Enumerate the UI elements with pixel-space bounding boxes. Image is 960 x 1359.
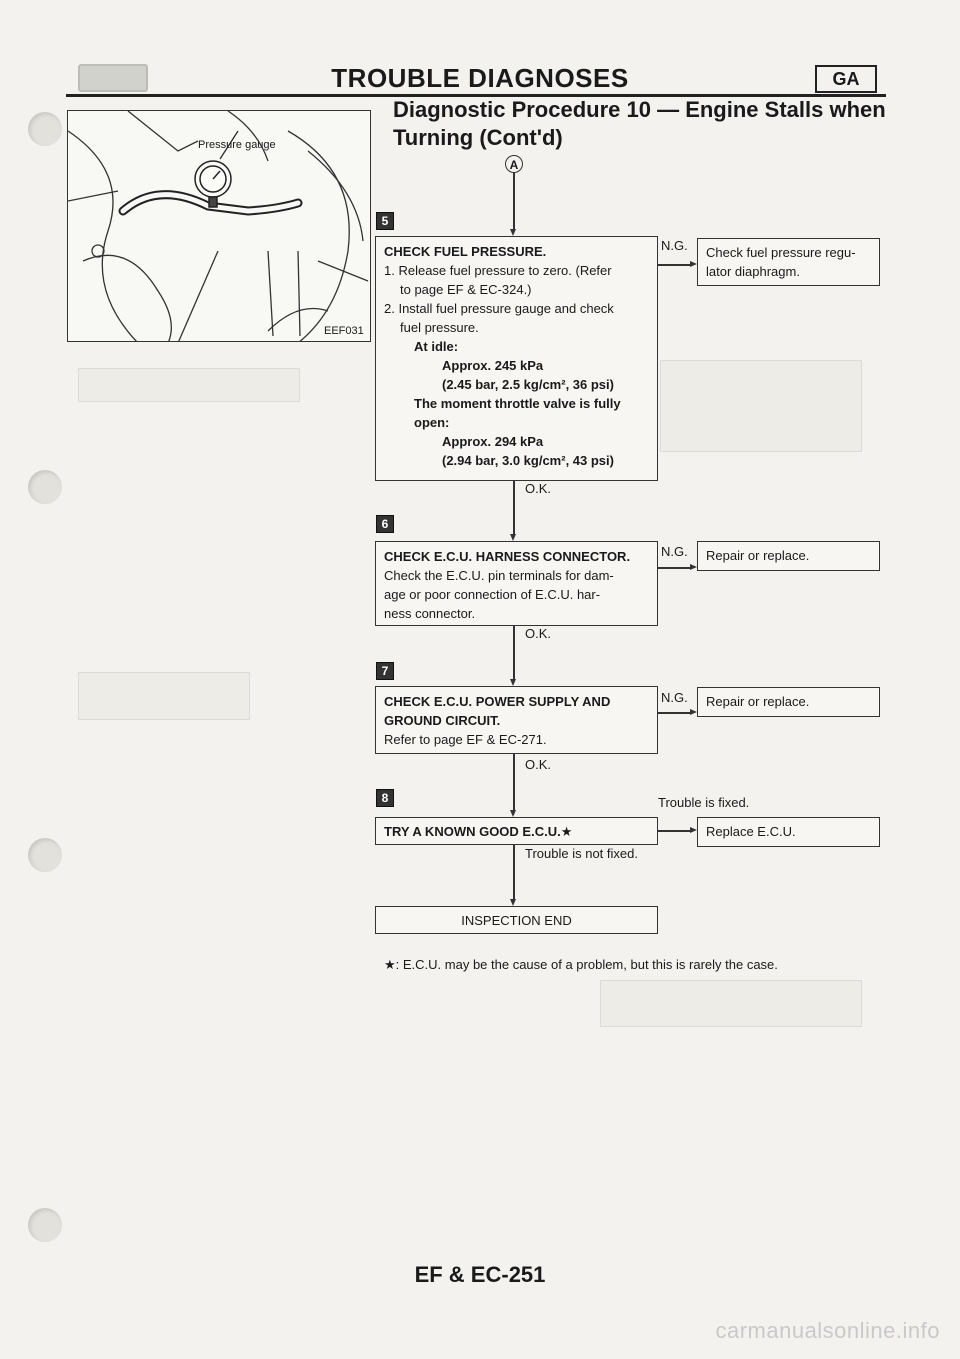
step-8-box xyxy=(375,817,658,845)
binder-hole xyxy=(28,1208,62,1242)
ng-action-line: Check fuel pressure regu- xyxy=(706,245,856,260)
footnote: ★: E.C.U. may be the cause of a problem, but this is rarely the case. xyxy=(384,957,778,972)
flow-line xyxy=(658,264,692,266)
flow-line xyxy=(658,830,692,832)
ng-action-line: lator diaphragm. xyxy=(706,264,800,279)
step-5-number: 5 xyxy=(376,212,394,230)
step-5-line: to page EF & EC-324.) xyxy=(400,282,532,297)
bleed-through xyxy=(600,980,862,1027)
step-6-line: Check the E.C.U. pin terminals for dam- xyxy=(384,568,614,583)
step-7-heading: GROUND CIRCUIT. xyxy=(384,713,501,728)
flow-line xyxy=(513,481,515,536)
inspection-end-box: INSPECTION END xyxy=(375,906,658,934)
flow-arrow xyxy=(690,564,697,570)
flow-arrow xyxy=(510,534,516,541)
step-5-line: 1. Release fuel pressure to zero. (Refer xyxy=(384,263,612,278)
throttle-label: The moment throttle valve is fully xyxy=(414,396,621,411)
step-6-line: age or poor connection of E.C.U. har- xyxy=(384,587,601,602)
watermark: carmanualsonline.info xyxy=(715,1318,940,1343)
bleed-through xyxy=(78,672,250,720)
bleed-through xyxy=(660,360,862,452)
binder-hole xyxy=(28,838,62,872)
idle-label: At idle: xyxy=(414,339,459,354)
procedure-title xyxy=(393,96,886,152)
flow-arrow xyxy=(510,679,516,686)
step-5-line: 2. Install fuel pressure gauge and check xyxy=(384,301,614,316)
step-5-line: fuel pressure. xyxy=(400,320,479,335)
step-8-fixed-label: Trouble is fixed. xyxy=(658,795,750,810)
step-6-heading: CHECK E.C.U. HARNESS CONNECTOR. xyxy=(384,549,631,564)
flow-arrow xyxy=(690,261,697,267)
step-6-box xyxy=(375,541,658,626)
connector-a: A xyxy=(505,155,523,173)
flow-arrow xyxy=(690,827,697,833)
step-5-heading: CHECK FUEL PRESSURE. xyxy=(384,244,547,259)
step-5-ng-label: N.G. xyxy=(661,238,688,253)
page-number: EF & EC-251 xyxy=(414,1262,546,1287)
flow-line xyxy=(513,845,515,901)
throttle-label: open: xyxy=(414,415,450,430)
flow-line xyxy=(513,754,515,812)
step-6-ok-label: O.K. xyxy=(525,626,552,641)
step-7-number: 7 xyxy=(376,662,394,680)
page-header-title: TROUBLE DIAGNOSES xyxy=(331,63,629,93)
idle-detail: (2.45 bar, 2.5 kg/cm², 36 psi) xyxy=(442,377,614,392)
step-7-ng-action: Repair or replace. xyxy=(697,687,880,717)
step-5-box xyxy=(375,236,658,481)
step-6-line: ness connector. xyxy=(384,606,476,621)
flow-line xyxy=(658,712,692,714)
step-5-ng-action xyxy=(697,238,880,286)
step-7-box xyxy=(375,686,658,754)
section-tag: GA xyxy=(815,65,877,93)
step-6-number: 6 xyxy=(376,515,394,533)
step-7-ok-label: O.K. xyxy=(525,757,552,772)
step-7-line: Refer to page EF & EC-271. xyxy=(384,732,547,747)
step-6-ng-label: N.G. xyxy=(661,544,688,559)
flow-arrow xyxy=(510,810,516,817)
step-8-not-fixed-label: Trouble is not fixed. xyxy=(525,846,638,861)
binder-hole xyxy=(28,470,62,504)
step-8-fixed-action: Replace E.C.U. xyxy=(697,817,880,847)
step-8-number: 8 xyxy=(376,789,394,807)
flow-arrow xyxy=(510,229,516,236)
step-6-ng-action: Repair or replace. xyxy=(697,541,880,571)
step-5-ok-label: O.K. xyxy=(525,481,552,496)
figure-callout: Pressure gauge xyxy=(198,139,276,151)
fuel-pressure-gauge-figure xyxy=(67,110,371,342)
binder-hole xyxy=(28,112,62,146)
procedure-title-line1: Diagnostic Procedure 10 — Engine Stalls when xyxy=(393,97,886,122)
flow-arrow xyxy=(690,709,697,715)
procedure-title-line2: Turning (Cont'd) xyxy=(393,125,563,150)
idle-value: Approx. 245 kPa xyxy=(442,358,544,373)
flow-line xyxy=(513,626,515,681)
throttle-detail: (2.94 bar, 3.0 kg/cm², 43 psi) xyxy=(442,453,614,468)
figure-code: EEF031 xyxy=(324,325,364,337)
throttle-value: Approx. 294 kPa xyxy=(442,434,544,449)
step-7-heading: CHECK E.C.U. POWER SUPPLY AND xyxy=(384,694,611,709)
step-7-ng-label: N.G. xyxy=(661,690,688,705)
flow-line xyxy=(658,567,692,569)
flow-line xyxy=(513,173,515,231)
bleed-through xyxy=(78,368,300,402)
flow-arrow xyxy=(510,899,516,906)
step-8-heading: TRY A KNOWN GOOD E.C.U.★ xyxy=(384,824,573,839)
